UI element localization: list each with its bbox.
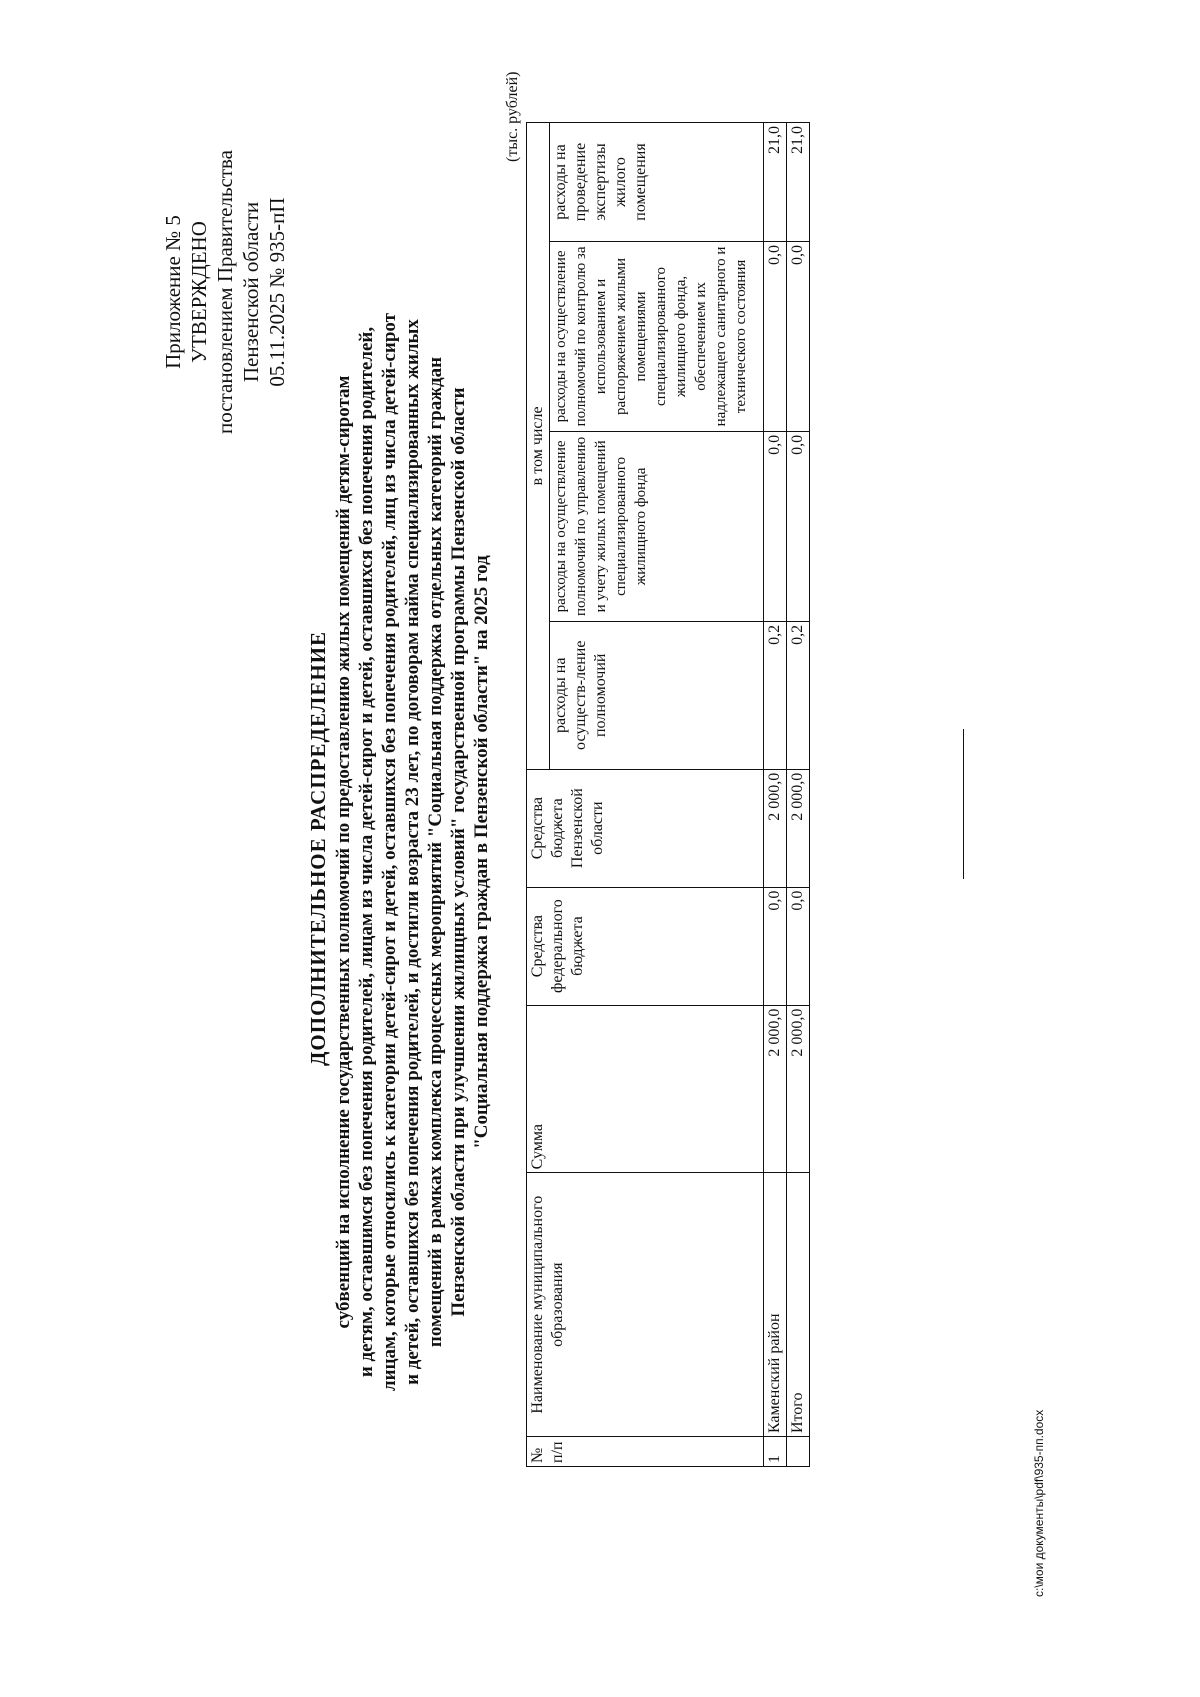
table-row — [764, 123, 787, 1467]
cell-federal: 0,0 — [787, 887, 810, 1005]
cell-sum: 2 000,0 — [764, 1005, 787, 1173]
cell-sub-control: 0,0 — [764, 242, 787, 432]
cell-num: 1 — [764, 1437, 787, 1467]
cell-num — [787, 1437, 810, 1467]
header-federal: Средства федерального бюджета — [527, 887, 764, 1005]
subtitle-line: помещений в рамках комплекса процессных мероприятий "Социальная поддержка отдельных категорий граждан — [425, 356, 446, 1348]
distribution-table — [526, 122, 810, 1467]
cell-regional: 2 000,0 — [764, 769, 787, 887]
approval-stamp — [160, 142, 290, 442]
approval-region: Пензенской области — [239, 201, 263, 383]
subtitle-line: "Социальная поддержка граждан в Пензенской области" на 2025 год — [471, 555, 492, 1149]
header-sub-powers: расходы на осуществ-ление полномочий — [550, 621, 764, 769]
approval-decree: постановлением Правительства — [213, 150, 237, 435]
header-sum: Сумма — [527, 1005, 764, 1173]
subtitle-line: и детей, оставшихся без попечения родителей, и достигли возраста 23 лет, по договорам найма специализированных жилых — [402, 319, 423, 1385]
subtitle-line: и детям, оставшимся без попечения родителей, лицам из числа детей-сирот и детей, оставшихся без попечения родителей, — [356, 326, 377, 1378]
cell-municipality: Каменский район — [764, 1173, 787, 1437]
cell-sub-expertise: 21,0 — [787, 123, 810, 242]
cell-sub-control: 0,0 — [787, 242, 810, 432]
subtitle-line: лицам, которые относились к категории детей-сирот и детей, оставшихся без попечения родителей, лиц из числа детей-сирот — [379, 313, 400, 1391]
cell-sum: 2 000,0 — [787, 1005, 810, 1173]
approval-approved: УТВЕРЖДЕНО — [187, 221, 211, 363]
cell-sub-expertise: 21,0 — [764, 123, 787, 242]
header-sub-expertise: расходы на проведение экспертизы жилого помещения — [550, 123, 764, 242]
cell-sub-management: 0,0 — [787, 431, 810, 621]
approval-appendix: Приложение № 5 — [161, 215, 185, 369]
document-subtitle — [332, 187, 493, 1517]
subtitle-line: Пензенской области при улучшении жилищных условий" государственной программы Пензенской области — [448, 387, 469, 1317]
header-sub-management: расходы на осуществление полномочий по управлению и учету жилых помещений специализированного жилищного фонда — [550, 431, 764, 621]
subtitle-line: субвенций на исполнение государственных полномочий по предоставлению жилых помещений детям-сиротам — [333, 375, 354, 1329]
header-including: в том числе — [527, 123, 550, 770]
cell-sub-management: 0,0 — [764, 431, 787, 621]
cell-sub-powers: 0,2 — [764, 621, 787, 769]
header-regional: Средства бюджета Пензенской области — [527, 769, 764, 887]
header-municipality: Наименование муниципального образования — [527, 1173, 764, 1437]
file-path: c:\мои документы\pdf\935-пп.docx — [1032, 1409, 1046, 1597]
cell-regional: 2 000,0 — [787, 769, 810, 887]
cell-municipality: Итого — [787, 1173, 810, 1437]
cell-sub-powers: 0,2 — [787, 621, 810, 769]
header-num: № п/п — [527, 1437, 764, 1467]
document-title: ДОПОЛНИТЕЛЬНОЕ РАСПРЕДЕЛЕНИЕ — [306, 630, 330, 1067]
cell-federal: 0,0 — [764, 887, 787, 1005]
table-row-total — [787, 123, 810, 1467]
table-header-row — [527, 123, 550, 1467]
approval-date-number: 05.11.2025 № 935-пП — [265, 197, 289, 387]
section-divider — [963, 729, 964, 879]
units-label: (тыс. рублей) — [504, 71, 521, 162]
header-sub-control: расходы на осуществление полномочий по контролю за использованием и распоряжением жилыми помещениями специализированного жилищного фонда, обеспечением их надлежащего санитарного и технического состояния — [550, 242, 764, 432]
